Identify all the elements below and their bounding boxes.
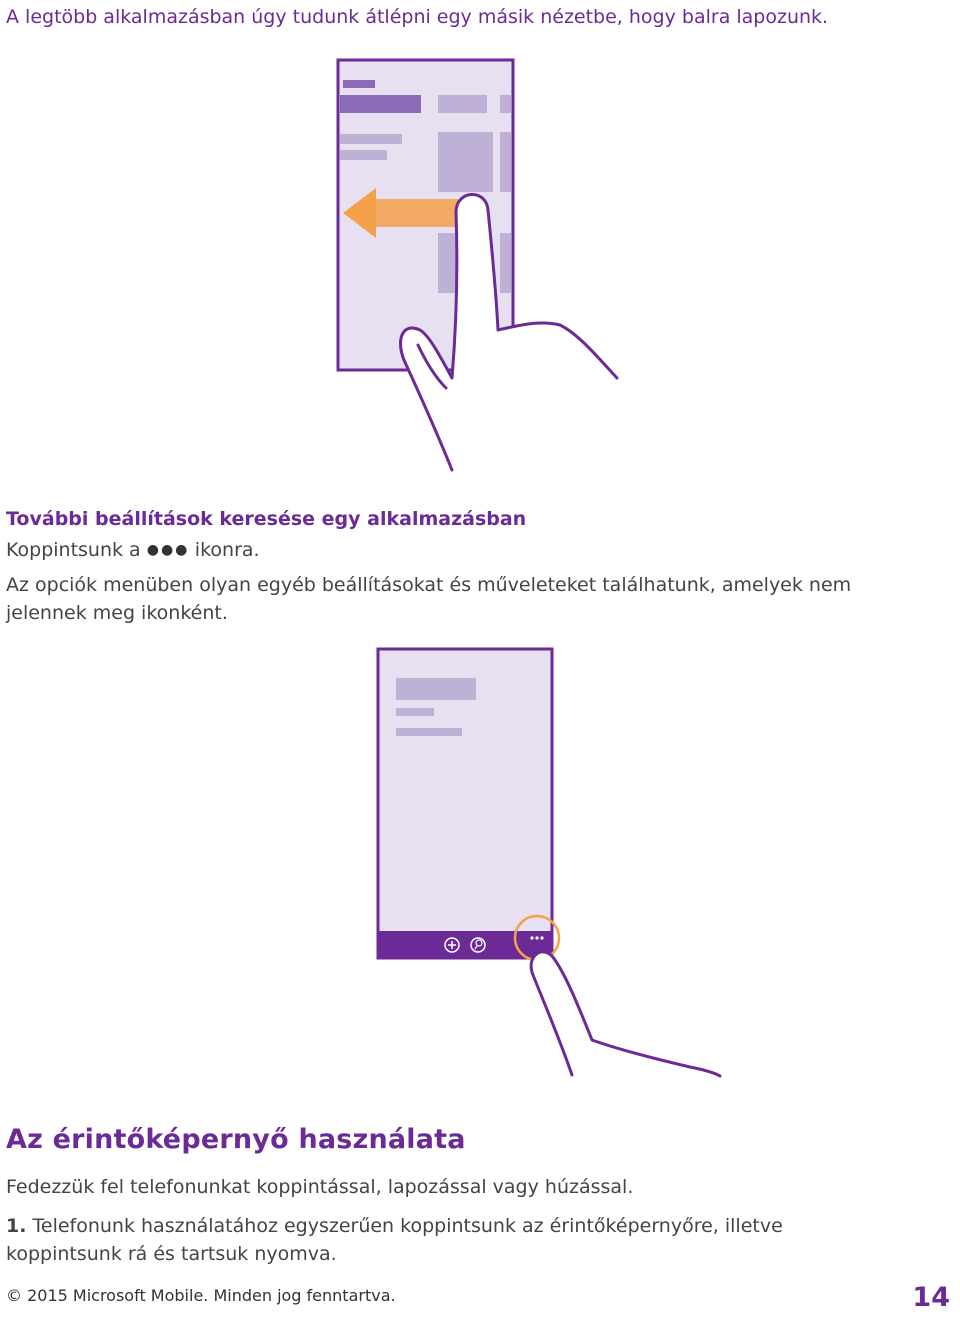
screen-tile <box>500 233 511 293</box>
screen-tile <box>343 80 375 88</box>
screen-tile <box>396 728 462 736</box>
more-dots-icon: ●●● <box>146 542 190 558</box>
tap-more-illustration <box>378 649 720 1076</box>
step-text: Telefonunk használatához egyszerűen koppintsunk az érintőképernyőre, illetve <box>32 1215 783 1237</box>
screen-tile <box>396 678 476 700</box>
swipe-arrow <box>370 199 458 227</box>
intro-text: A legtöbb alkalmazásban úgy tudunk átlépni egy másik nézetbe, hogy balra lapozunk. <box>6 6 829 28</box>
screen-tile <box>396 708 434 716</box>
step-text-continued: koppintsunk rá és tartsuk nyomva. <box>6 1243 337 1265</box>
screen-tile <box>500 95 511 113</box>
screen-tile <box>340 134 402 144</box>
swipe-illustration <box>338 60 617 470</box>
page-number: 14 <box>912 1282 950 1313</box>
step-number: 1. <box>6 1215 27 1237</box>
copyright-icon: © <box>6 1286 22 1305</box>
tap-after-text: ikonra. <box>194 539 260 561</box>
page-heading: Az érintőképernyő használata <box>6 1124 466 1155</box>
screen-tile <box>438 95 487 113</box>
screen-tile <box>438 233 458 293</box>
tap-before-text: Koppintsunk a <box>6 539 141 561</box>
screen-tile <box>438 132 493 192</box>
section-title: További beállítások keresése egy alkalmazásban <box>6 508 527 530</box>
description-line: Az opciók menüben olyan egyéb beállításokat és műveleteket találhatunk, amelyek nem <box>6 574 852 596</box>
app-bar <box>378 931 552 958</box>
screen-tile <box>340 150 387 160</box>
screen-tile <box>500 132 511 192</box>
screen-tile <box>340 95 421 113</box>
description-line: jelennek meg ikonként. <box>6 602 228 624</box>
lead-text: Fedezzük fel telefonunkat koppintással, lapozással vagy húzással. <box>6 1176 634 1198</box>
finger-outline <box>531 952 720 1076</box>
copyright-text: 2015 Microsoft Mobile. Minden jog fenntartva. <box>27 1286 396 1305</box>
